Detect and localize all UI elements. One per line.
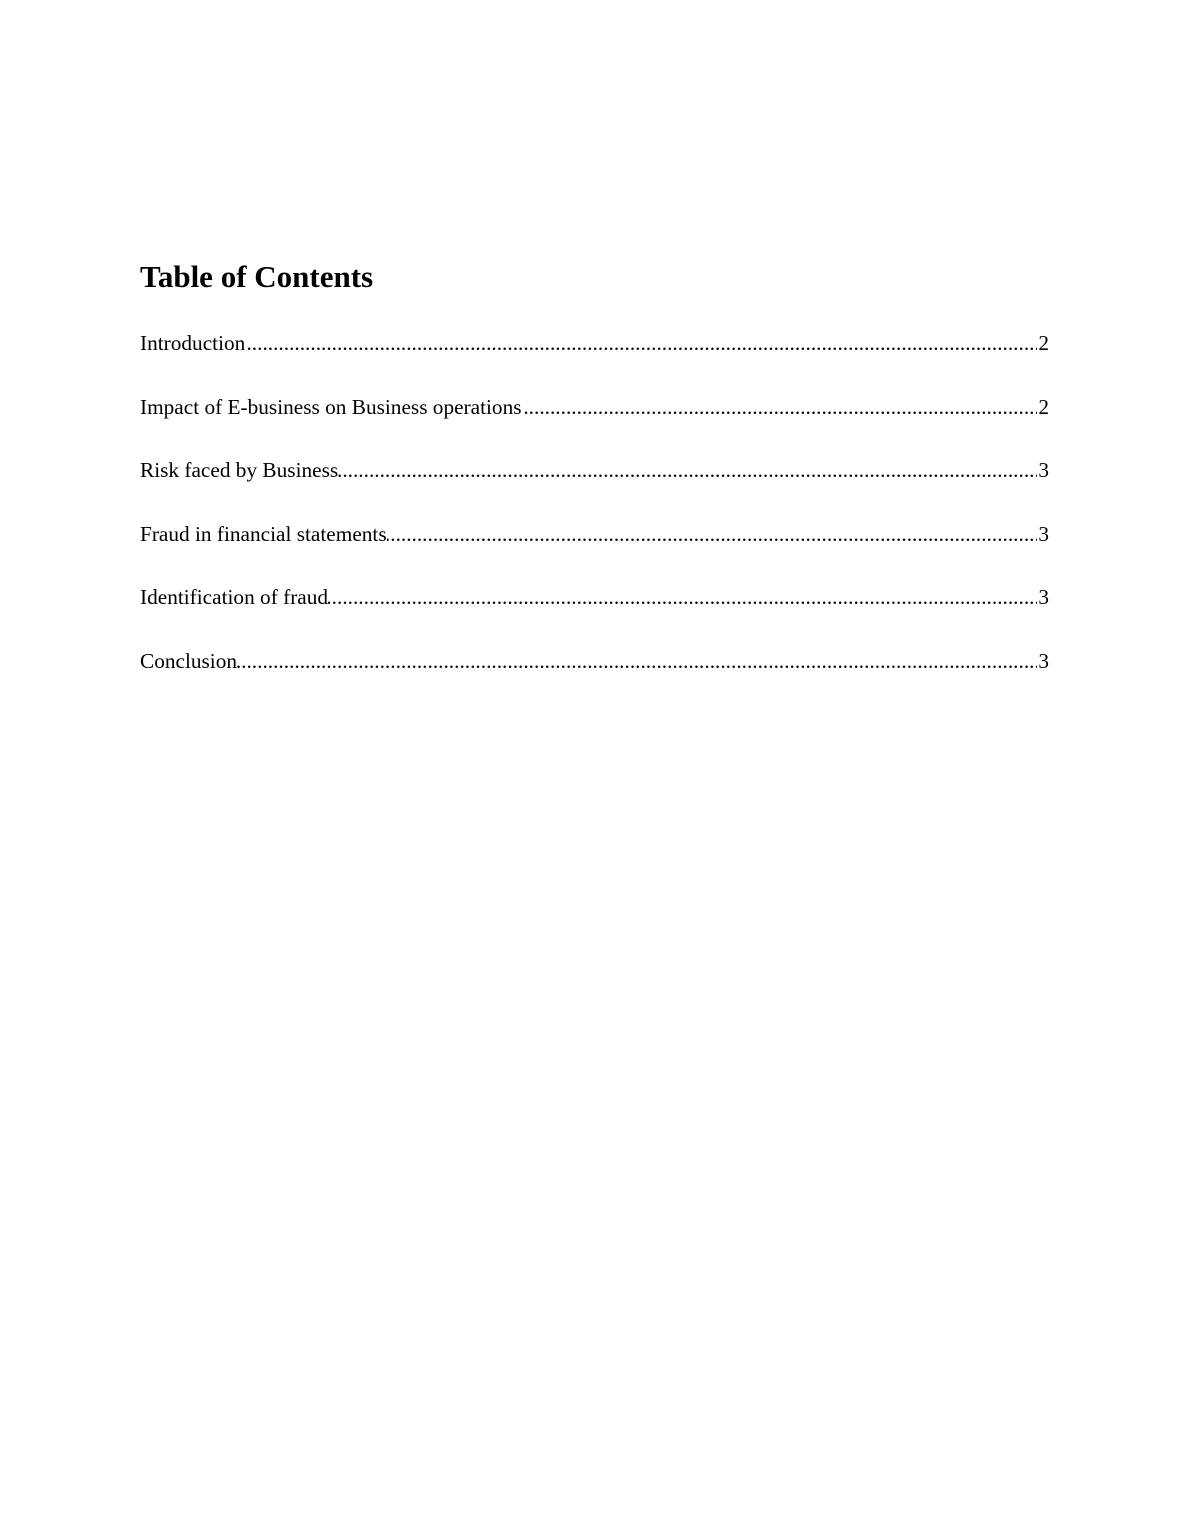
toc-heading: Table of Contents — [140, 259, 374, 294]
toc-entry-risk-faced-by-business[interactable] — [140, 455, 1049, 485]
toc-entry-introduction[interactable] — [140, 328, 1049, 358]
toc-entry-page-number: 2 — [1037, 392, 1049, 422]
toc-entry-title: ..... Introduction — [140, 328, 245, 358]
toc-entry-conclusion[interactable] — [140, 646, 1049, 676]
toc-entry-page-number: 3 — [1037, 582, 1049, 612]
toc-entry-fraud-in-financial-statements[interactable] — [140, 519, 1049, 549]
toc-entry-title: ..... Identification of fraud — [140, 582, 328, 612]
toc-entry-title: ..... Fraud in financial statements — [140, 519, 387, 549]
toc-entry-page-number: 3 — [1037, 646, 1049, 676]
toc-entry-impact-of-e-business[interactable] — [140, 392, 1049, 422]
toc-entry-page-number: 3 — [1037, 455, 1049, 485]
toc-entry-title: ..... Conclusion — [140, 646, 237, 676]
toc-entry-title: ..... Impact of E-business on Business operations — [140, 392, 522, 422]
toc-entry-page-number: 2 — [1037, 328, 1049, 358]
toc-entry-identification-of-fraud[interactable] — [140, 582, 1049, 612]
toc-entry-page-number: 3 — [1037, 519, 1049, 549]
toc-list — [140, 328, 1049, 709]
toc-entry-title: ..... Risk faced by Business — [140, 455, 338, 485]
